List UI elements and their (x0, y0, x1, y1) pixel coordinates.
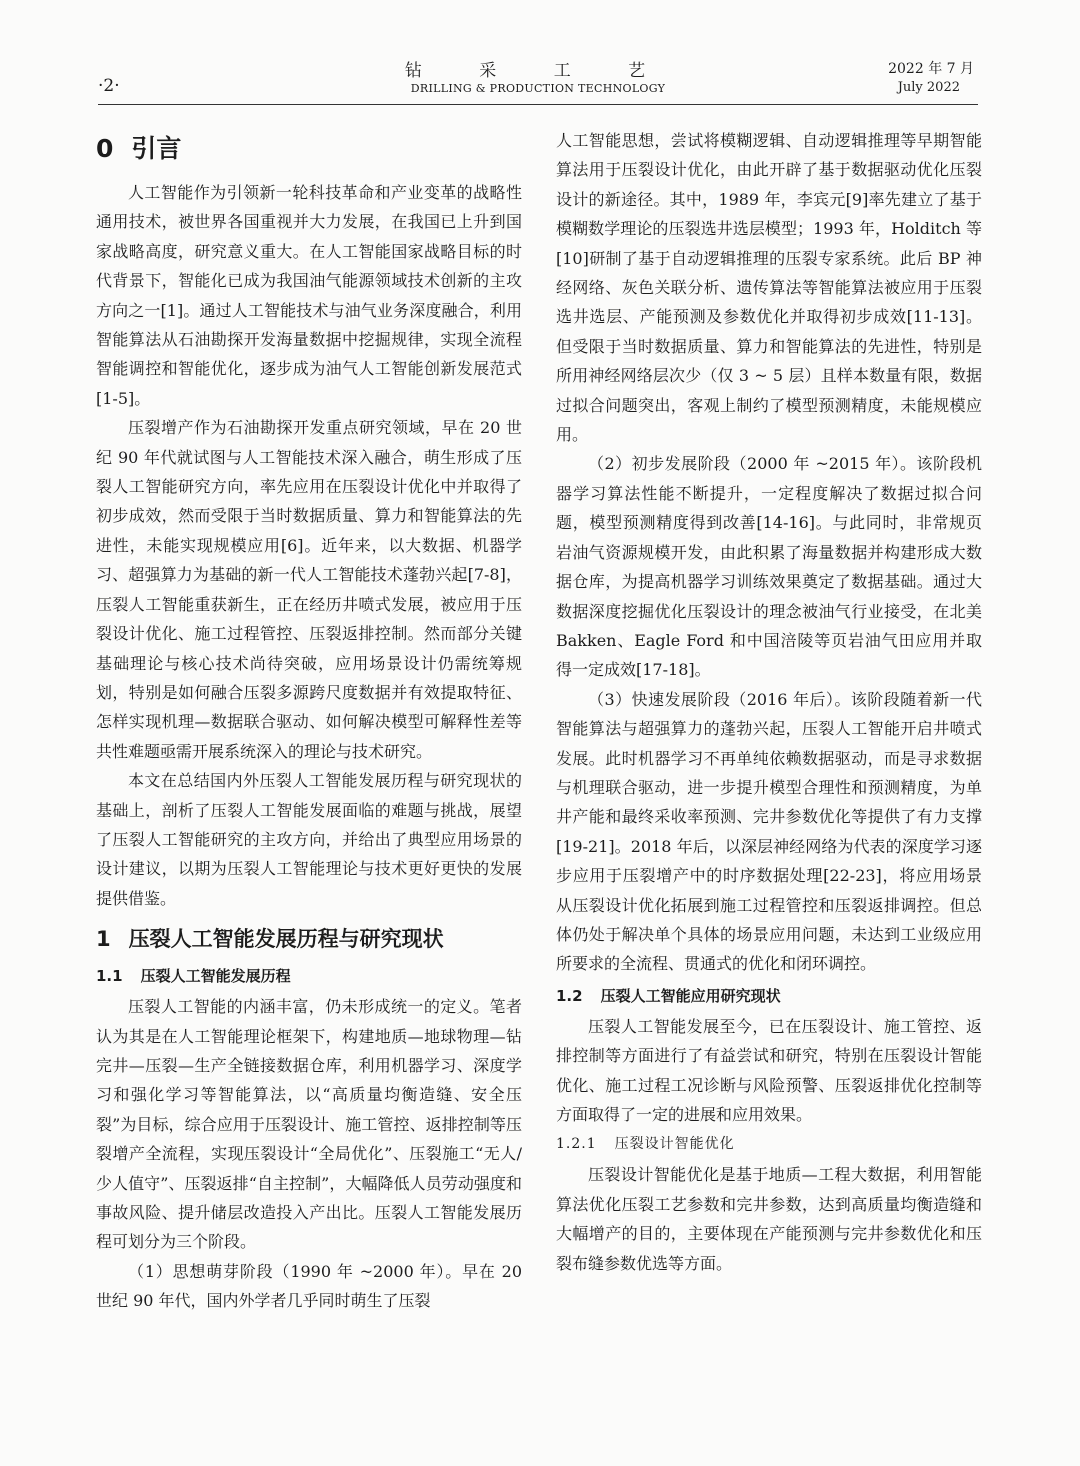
paragraph: 压裂人工智能发展至今，已在压裂设计、施工管控、返排控制等方面进行了有益尝试和研究，特别在压裂设计智能优化、施工过程工况诊断与风险预警、压裂返排优化控制等方面取得了一定的进展和应用效果。 (556, 1016, 982, 1124)
subsection-title: 压裂人工智能发展历程 (140, 967, 291, 986)
section-title: 引言 (131, 134, 182, 163)
section-0-heading (96, 126, 522, 172)
subsubsection-1-2-1-heading (556, 1131, 982, 1158)
section-number: 1 (96, 927, 111, 952)
subsection-number: 1.1 (96, 967, 123, 986)
running-header (98, 56, 978, 104)
journal-title-cn: 钻 采 工 艺 (404, 61, 672, 81)
left-column (96, 126, 522, 1456)
paragraph: 压裂增产作为石油勘探开发重点研究领域，早在 20 世纪 90 年代就试图与人工智能技术深入融合，萌生形成了压裂人工智能研究方向，率先应用在压裂设计优化中并取得了初步成效，然而受限于当时数据质量、算力和智能算法的先进性，未能实现规模应用[6]。近年来，以大数据、机器学习、超强算力为基础的新一代人工智能技术蓬勃兴起[7-8]，压裂人工智能重获新生，正在经历井喷式发展，被应用于压裂设计优化、施工过程管控、压裂返排控制。然而部分关键基础理论与核心技术尚待突破，应用场景设计仍需统筹规划，特别是如何融合压裂多源跨尺度数据并有效提取特征、怎样实现机理—数据联合驱动、如何解决模型可解释性差等共性难题亟需开展系统深入的理论与技术研究。 (96, 418, 522, 761)
paragraph: 人工智能思想，尝试将模糊逻辑、自动逻辑推理等早期智能算法用于压裂设计优化，由此开辟了基于数据驱动优化压裂设计的新途径。其中，1989 年，李宾元[9]率先建立了基于模糊数学理论的压裂选井选层模型；1993 年，Holditch 等[10]研制了基于自动逻辑推理的压裂专家系统。此后 BP 神经网络、灰色关联分析、遗传算法等智能算法被应用于压裂选井选层、产能预测及参数优化并取得初步成效[11-13]。但受限于当时数据质量、算力和智能算法的先进性，特别是所用神经网络层次少（仅 3 ~ 5 层）且样本数量有限，数据过拟合问题突出，客观上制约了模型预测精度，未能规模应用。 (556, 131, 982, 445)
section-1-heading (96, 923, 522, 955)
issue-date-cn: 2022 年 7 月 (888, 61, 974, 77)
paragraph: （2）初步发展阶段（2000 年 ~2015 年）。该阶段机器学习算法性能不断提升，一定程度解决了数据过拟合问题，模型预测精度得到改善[14-16]。与此同时，非常规页岩油气资源规模开发，由此积累了海量数据并构建形成大数据仓库，为提高机器学习训练效果奠定了数据基础。通过大数据深度挖掘优化压裂设计的理念被油气行业接受，在北美 Bakken、Eagle Ford 和中国涪陵等页岩油气田应用并取得一定成效[17-18]。 (556, 454, 982, 680)
paragraph: 人工智能作为引领新一轮科技革命和产业变革的战略性通用技术，被世界各国重视并大力发展，在我国已上升到国家战略高度，研究意义重大。在人工智能国家战略目标的时代背景下，智能化已成为我国油气能源领域技术创新的主攻方向之一[1]。通过人工智能技术与油气业务深度融合，利用智能算法从石油勘探开发海量数据中挖掘规律，实现全流程智能调控和智能优化，逐步成为油气人工智能创新发展范式[1-5]。 (96, 183, 522, 408)
paragraph: （3）快速发展阶段（2016 年后）。该阶段随着新一代智能算法与超强算力的蓬勃兴起，压裂人工智能开启井喷式发展。此时机器学习不再单纯依赖数据驱动，而是寻求数据与机理联合驱动，进一步提升模型合理性和预测精度，为单井产能和最终采收率预测、完井参数优化等提供了有力支撑[19-21]。2018 年后，以深层神经网络为代表的深度学习逐步应用于压裂增产中的时序数据处理[22-23]，将应用场景从压裂设计优化拓展到施工过程管控和压裂返排调控。但总体仍处于解决单个具体的场景应用问题，未达到工业级应用所要求的全流程、贯通式的优化和闭环调控。 (556, 689, 982, 974)
header-rule (98, 104, 978, 105)
section-title: 压裂人工智能发展历程与研究现状 (128, 927, 444, 952)
journal-title-en: DRILLING & PRODUCTION TECHNOLOGY (410, 82, 666, 95)
subsection-title: 压裂人工智能应用研究现状 (600, 986, 781, 1005)
right-column (556, 126, 982, 1456)
subsubsection-number: 1.2.1 (556, 1136, 597, 1153)
subsection-number: 1.2 (556, 986, 583, 1005)
issue-date-en: July 2022 (897, 80, 960, 95)
paragraph: 压裂人工智能的内涵丰富，仍未形成统一的定义。笔者认为其是在人工智能理论框架下，构建地质—地球物理—钻完井—压裂—生产全链接数据仓库，利用机器学习、深度学习和强化学习等智能算法，以“高质量均衡造缝、安全压裂”为目标，综合应用于压裂设计、施工管控、返排控制等压裂增产全流程，实现压裂设计“全局优化”、压裂施工“无人/少人值守”、压裂返排“自主控制”，大幅降低人员劳动强度和事故风险、提升储层改造投入产出比。压裂人工智能发展历程可划分为三个阶段。 (96, 997, 522, 1252)
paragraph: （1）思想萌芽阶段（1990 年 ~2000 年）。早在 20 世纪 90 年代，国内外学者几乎同时萌生了压裂 (96, 1261, 522, 1311)
section-number: 0 (96, 134, 114, 163)
subsection-1-2-heading (556, 983, 982, 1010)
page-number: ·2· (98, 76, 120, 96)
subsubsection-title: 压裂设计智能优化 (614, 1136, 735, 1153)
subsection-1-1-heading (96, 963, 522, 990)
paragraph: 压裂设计智能优化是基于地质—工程大数据，利用智能算法优化压裂工艺参数和完井参数，达到高质量均衡造缝和大幅增产的目的，主要体现在产能预测与完井参数优化和压裂布缝参数优选等方面。 (556, 1165, 982, 1273)
paragraph: 本文在总结国内外压裂人工智能发展历程与研究现状的基础上，剖析了压裂人工智能发展面临的难题与挑战，展望了压裂人工智能研究的主攻方向，并给出了典型应用场景的设计建议，以期为压裂人工智能理论与技术更好更快的发展提供借鉴。 (96, 771, 522, 908)
